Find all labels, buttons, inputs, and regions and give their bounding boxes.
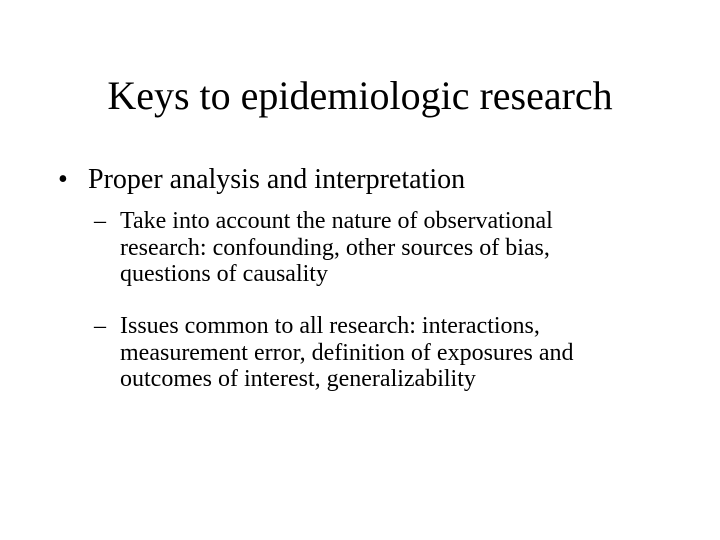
- sub-bullet-item: [94, 208, 704, 288]
- sub-bullet-text: [120, 313, 704, 393]
- sub-bullet-line: Issues common to all research: interactions,: [120, 313, 540, 339]
- slide-title: Keys to epidemiologic research: [107, 73, 613, 118]
- sub-bullet-text: [120, 208, 704, 288]
- bullet-marker: •: [58, 164, 68, 195]
- sub-bullet-line: research: confounding, other sources of bias,: [120, 234, 550, 261]
- sub-bullet-line: Take into account the nature of observational: [120, 208, 553, 234]
- sub-bullet-marker: –: [94, 313, 106, 339]
- bullet-text: Proper analysis and interpretation: [88, 164, 466, 195]
- sub-bullet-line: outcomes of interest, generalizability: [120, 366, 476, 392]
- sub-bullet-marker: –: [94, 208, 106, 234]
- sub-bullet-item: [94, 313, 704, 393]
- sub-bullet-line: questions of causality: [120, 261, 328, 287]
- sub-bullet-line: measurement error, definition of exposures and: [120, 339, 574, 366]
